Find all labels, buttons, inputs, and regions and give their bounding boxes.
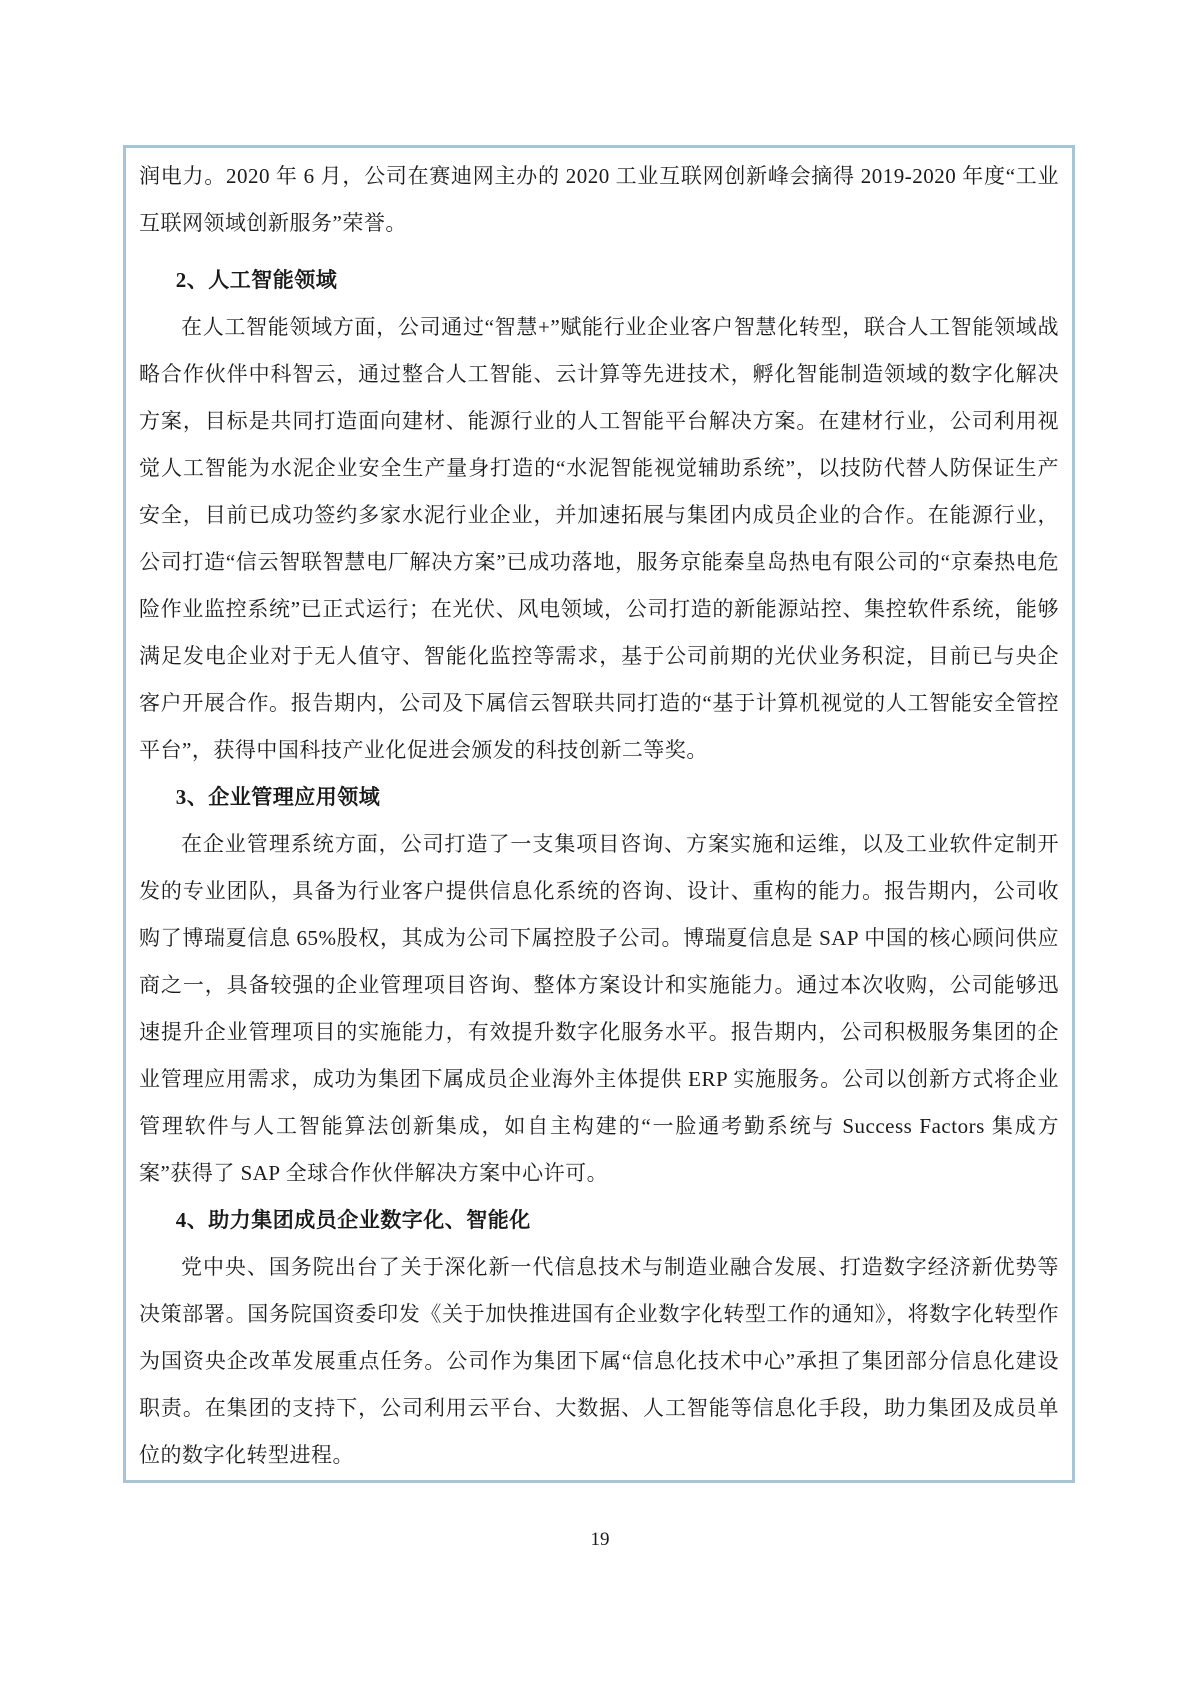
- section-paragraph-enterprise-management: 在企业管理系统方面，公司打造了一支集项目咨询、方案实施和运维，以及工业软件定制开发的专业团队，具备为行业客户提供信息化系统的咨询、设计、重构的能力。报告期内，公司收购了博瑞夏信息 65%股权，其成为公司下属控股子公司。博瑞夏信息是 SAP 中国的核心顾问供应商之一，具备较强的企业管理项目咨询、整体方案设计和实施能力。通过本次收购，公司能够迅速提升企业管理项目的实施能力，有效提升数字化服务水平。报告期内，公司积极服务集团的企业管理应用需求，成功为集团下属成员企业海外主体提供 ERP 实施服务。公司以创新方式将企业管理软件与人工智能算法创新集成，如自主构建的“一脸通考勤系统与 Success Factors 集成方案”获得了 SAP 全球合作伙伴解决方案中心许可。: [139, 832, 1059, 1185]
- section-heading-group-digitalization: 4、助力集团成员企业数字化、智能化: [175, 1208, 531, 1232]
- section-heading-ai: 2、人工智能领域: [175, 268, 338, 292]
- section-heading-enterprise-management: 3、企业管理应用领域: [175, 785, 381, 809]
- section-paragraph-group-digitalization: 党中央、国务院出台了关于深化新一代信息技术与制造业融合发展、打造数字经济新优势等决策部署。国务院国资委印发《关于加快推进国有企业数字化转型工作的通知》，将数字化转型作为国资央企改革发展重点任务。公司作为集团下属“信息化技术中心”承担了集团部分信息化建设职责。在集团的支持下，公司利用云平台、大数据、人工智能等信息化手段，助力集团及成员单位的数字化转型进程。: [139, 1255, 1059, 1467]
- content-border-box: [123, 145, 1075, 1483]
- section-paragraph-ai: 在人工智能领域方面，公司通过“智慧+”赋能行业企业客户智慧化转型，联合人工智能领域战略合作伙伴中科智云，通过整合人工智能、云计算等先进技术，孵化智能制造领域的数字化解决方案，目标是共同打造面向建材、能源行业的人工智能平台解决方案。在建材行业，公司利用视觉人工智能为水泥企业安全生产量身打造的“水泥智能视觉辅助系统”，以技防代替人防保证生产安全，目前已成功签约多家水泥行业企业，并加速拓展与集团内成员企业的合作。在能源行业，公司打造“信云智联智慧电厂解决方案”已成功落地，服务京能秦皇岛热电有限公司的“京秦热电危险作业监控系统”已正式运行；在光伏、风电领域，公司打造的新能源站控、集控软件系统，能够满足发电企业对于无人值守、智能化监控等需求，基于公司前期的光伏业务积淀，目前已与央企客户开展合作。报告期内，公司及下属信云智联共同打造的“基于计算机视觉的人工智能安全管控平台”，获得中国科技产业化促进会颁发的科技创新二等奖。: [139, 315, 1059, 762]
- page-number: 19: [590, 1529, 610, 1550]
- paragraph-intro-continuation: 润电力。2020 年 6 月，公司在赛迪网主办的 2020 工业互联网创新峰会摘得 2019-2020 年度“工业互联网领域创新服务”荣誉。: [139, 164, 1059, 235]
